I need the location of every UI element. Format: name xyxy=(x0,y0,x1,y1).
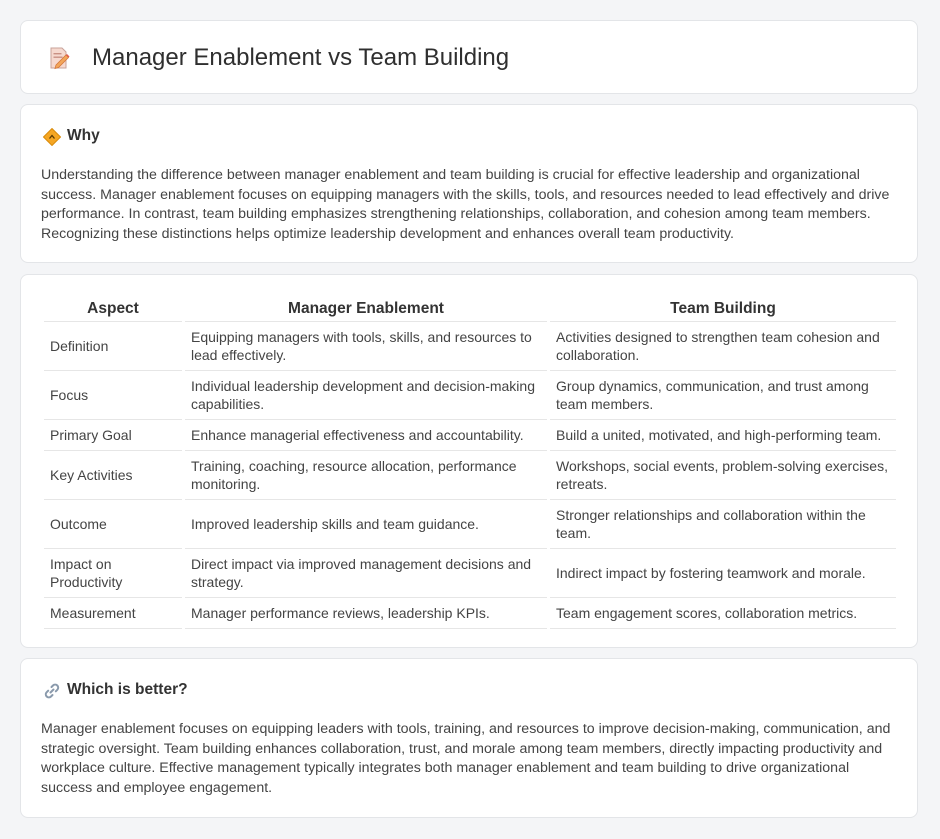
why-title: Why xyxy=(67,127,100,144)
team-building-cell: Indirect impact by fostering teamwork and morale. xyxy=(550,549,896,598)
aspect-cell: Outcome xyxy=(44,500,182,549)
table-row xyxy=(44,420,896,451)
team-building-cell: Stronger relationships and collaboration within the team. xyxy=(550,500,896,549)
team-building-cell: Group dynamics, communication, and trust among team members. xyxy=(550,371,896,420)
comparison-table xyxy=(41,295,899,629)
which-is-better-title: Which is better? xyxy=(67,681,188,698)
team-building-cell: Activities designed to strengthen team cohesion and collaboration. xyxy=(550,322,896,371)
header-team-building: Team Building xyxy=(550,295,896,322)
comparison-section xyxy=(20,274,918,648)
manager-enablement-cell: Individual leadership development and decision-making capabilities. xyxy=(185,371,547,420)
link-icon xyxy=(43,682,61,700)
manager-enablement-cell: Direct impact via improved management decisions and strategy. xyxy=(185,549,547,598)
aspect-cell: Definition xyxy=(44,322,182,371)
aspect-cell: Primary Goal xyxy=(44,420,182,451)
manager-enablement-cell: Training, coaching, resource allocation, performance monitoring. xyxy=(185,451,547,500)
table-row xyxy=(44,322,896,371)
header-card xyxy=(20,20,918,94)
table-row xyxy=(44,598,896,629)
team-building-cell: Build a united, motivated, and high-performing team. xyxy=(550,420,896,451)
table-row xyxy=(44,549,896,598)
page-title: Manager Enablement vs Team Building xyxy=(92,44,510,71)
manager-enablement-cell: Manager performance reviews, leadership KPIs. xyxy=(185,598,547,629)
which-is-better-section xyxy=(20,658,918,818)
table-row xyxy=(44,371,896,420)
manager-enablement-cell: Improved leadership skills and team guidance. xyxy=(185,500,547,549)
manager-enablement-cell: Equipping managers with tools, skills, and resources to lead effectively. xyxy=(185,322,547,371)
table-header-row xyxy=(44,295,896,322)
document-pencil-icon xyxy=(47,46,71,70)
why-section xyxy=(20,104,918,263)
header-aspect: Aspect xyxy=(44,295,182,322)
diamond-sign-icon xyxy=(43,128,61,146)
manager-enablement-cell: Enhance managerial effectiveness and accountability. xyxy=(185,420,547,451)
team-building-cell: Workshops, social events, problem-solving exercises, retreats. xyxy=(550,451,896,500)
table-row xyxy=(44,500,896,549)
aspect-cell: Impact on Productivity xyxy=(44,549,182,598)
which-is-better-text: Manager enablement focuses on equipping leaders with tools, training, and resources to improve decision-making, communication, and strategic oversight. Team building enhances collaboration, trust, and morale among team members, directly impacting productivity and workplace culture. Effective management typically integrates both manager enablement and team building to drive organizational success and employee engagement. xyxy=(41,721,891,796)
aspect-cell: Measurement xyxy=(44,598,182,629)
table-row xyxy=(44,451,896,500)
aspect-cell: Focus xyxy=(44,371,182,420)
header-manager-enablement: Manager Enablement xyxy=(185,295,547,322)
team-building-cell: Team engagement scores, collaboration metrics. xyxy=(550,598,896,629)
aspect-cell: Key Activities xyxy=(44,451,182,500)
why-text: Understanding the difference between manager enablement and team building is crucial for effective leadership and organizational success. Manager enablement focuses on equipping managers with the skills, tools, and resources needed to lead effectively and drive performance. In contrast, team building emphasizes strengthening relationships, collaboration, and cohesion among team members. Recognizing these distinctions helps optimize leadership development and enhances overall team productivity. xyxy=(41,167,890,242)
